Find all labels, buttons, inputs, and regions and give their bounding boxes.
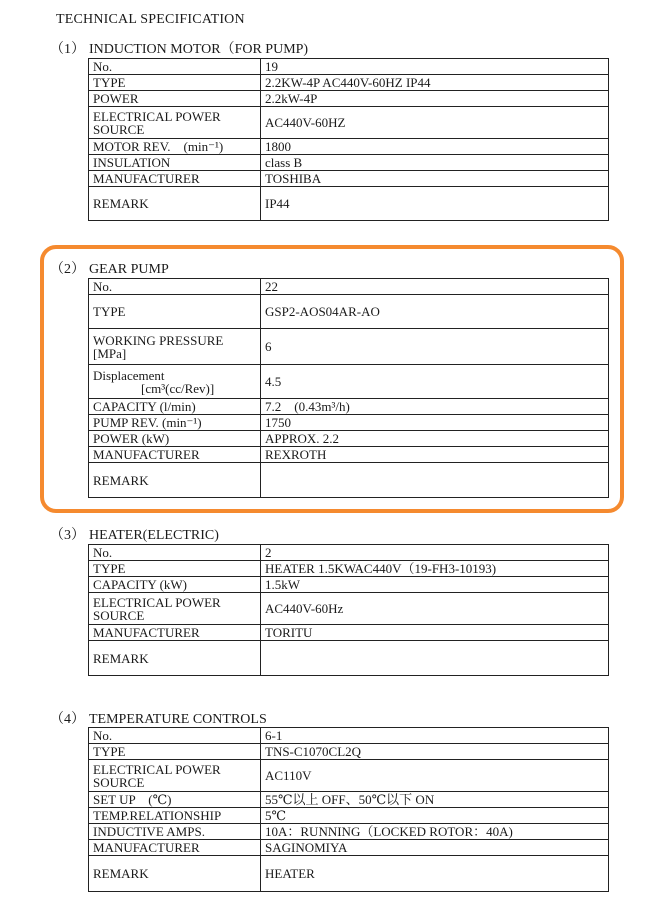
row-label: TYPE xyxy=(89,295,261,329)
row-label: MOTOR REV. (min⁻¹) xyxy=(89,139,261,155)
row-value: 1800 xyxy=(261,139,609,155)
table-row xyxy=(89,824,609,840)
row-value: class B xyxy=(261,155,609,171)
row-label: MANUFACTURER xyxy=(89,625,261,641)
row-label xyxy=(89,593,261,625)
row-value: TNS-C1070CL2Q xyxy=(261,744,609,760)
table-row xyxy=(89,75,609,91)
table-row xyxy=(89,365,609,399)
table-row xyxy=(89,728,609,744)
row-label xyxy=(89,760,261,792)
row-value: 7.2 (0.43m³/h) xyxy=(261,399,609,415)
table-row xyxy=(89,431,609,447)
row-label-line2: [cm³(cc/Rev)] xyxy=(141,380,215,396)
row-value: HEATER 1.5KWAC440V（19-FH3-10193) xyxy=(261,561,609,577)
section-4-heading xyxy=(50,708,267,728)
row-value: SAGINOMIYA xyxy=(261,840,609,856)
row-value: 6 xyxy=(261,329,609,365)
table-row xyxy=(89,187,609,221)
row-label: No. xyxy=(89,59,261,75)
row-label-line1: WORKING PRESSURE xyxy=(93,332,224,348)
row-label: REMARK xyxy=(89,856,261,892)
table-row xyxy=(89,399,609,415)
section-title: HEATER(ELECTRIC) xyxy=(89,528,219,543)
row-value: AC440V-60Hz xyxy=(261,593,609,625)
row-value: 2.2kW-4P xyxy=(261,91,609,107)
row-value: TORITU xyxy=(261,625,609,641)
spec-table-induction-motor xyxy=(88,58,609,221)
row-label: PUMP REV. (min⁻¹) xyxy=(89,415,261,431)
row-value: HEATER xyxy=(261,856,609,892)
table-row xyxy=(89,107,609,139)
table-row xyxy=(89,760,609,792)
row-label xyxy=(89,365,261,399)
table-row xyxy=(89,744,609,760)
table-row xyxy=(89,808,609,824)
table-row xyxy=(89,447,609,463)
row-label-line1: ELECTRICAL POWER xyxy=(93,108,221,124)
table-row xyxy=(89,415,609,431)
section-number: （1） xyxy=(50,42,85,57)
table-row xyxy=(89,59,609,75)
row-label: INDUCTIVE AMPS. xyxy=(89,824,261,840)
section-number: （4） xyxy=(50,712,85,727)
row-label-line2: SOURCE xyxy=(93,774,145,790)
table-row xyxy=(89,279,609,295)
row-label: No. xyxy=(89,545,261,561)
row-label: TYPE xyxy=(89,744,261,760)
row-label: TYPE xyxy=(89,561,261,577)
section-title: INDUCTION MOTOR（FOR PUMP) xyxy=(89,42,309,57)
row-value: APPROX. 2.2 xyxy=(261,431,609,447)
row-label: REMARK xyxy=(89,463,261,498)
table-row xyxy=(89,329,609,365)
row-value: 2 xyxy=(261,545,609,561)
row-value: 10A：RUNNING（LOCKED ROTOR：40A) xyxy=(261,824,609,840)
section-number: （3） xyxy=(50,528,85,543)
row-value: 5℃ xyxy=(261,808,609,824)
row-value: AC110V xyxy=(261,760,609,792)
row-value: IP44 xyxy=(261,187,609,221)
section-2-heading xyxy=(50,258,169,278)
row-label: SET UP (℃) xyxy=(89,792,261,808)
row-value xyxy=(261,641,609,676)
spec-table-temperature-controls xyxy=(88,727,609,892)
row-label: INSULATION xyxy=(89,155,261,171)
row-value: 19 xyxy=(261,59,609,75)
section-3-heading xyxy=(50,524,219,544)
row-label: REMARK xyxy=(89,641,261,676)
row-label xyxy=(89,329,261,365)
table-row xyxy=(89,561,609,577)
row-label: MANUFACTURER xyxy=(89,447,261,463)
row-label-line1: Displacement xyxy=(93,367,165,383)
row-label-line2: SOURCE xyxy=(93,121,145,137)
spec-table-gear-pump xyxy=(88,278,609,498)
table-row xyxy=(89,840,609,856)
row-label: POWER xyxy=(89,91,261,107)
table-row xyxy=(89,155,609,171)
table-row xyxy=(89,139,609,155)
section-1-heading xyxy=(50,38,308,58)
row-label: TEMP.RELATIONSHIP xyxy=(89,808,261,824)
table-row xyxy=(89,295,609,329)
table-row xyxy=(89,792,609,808)
row-value: 6-1 xyxy=(261,728,609,744)
row-label: CAPACITY (kW) xyxy=(89,577,261,593)
row-value xyxy=(261,463,609,498)
row-label: MANUFACTURER xyxy=(89,840,261,856)
section-title: TEMPERATURE CONTROLS xyxy=(89,712,267,727)
row-label: POWER (kW) xyxy=(89,431,261,447)
row-label: No. xyxy=(89,279,261,295)
row-label-line2: [MPa] xyxy=(93,345,127,361)
table-row xyxy=(89,577,609,593)
row-value: 1750 xyxy=(261,415,609,431)
table-row xyxy=(89,625,609,641)
section-title: GEAR PUMP xyxy=(89,262,169,277)
row-value: 1.5kW xyxy=(261,577,609,593)
row-value: REXROTH xyxy=(261,447,609,463)
spec-table-heater xyxy=(88,544,609,676)
table-row xyxy=(89,641,609,676)
row-label xyxy=(89,107,261,139)
row-label-line1: ELECTRICAL POWER xyxy=(93,761,221,777)
row-label: REMARK xyxy=(89,187,261,221)
row-value: 4.5 xyxy=(261,365,609,399)
table-row xyxy=(89,171,609,187)
row-value: 2.2KW-4P AC440V-60HZ IP44 xyxy=(261,75,609,91)
table-row xyxy=(89,856,609,892)
row-value: AC440V-60HZ xyxy=(261,107,609,139)
table-row xyxy=(89,91,609,107)
row-value: GSP2-AOS04AR-AO xyxy=(261,295,609,329)
table-row xyxy=(89,593,609,625)
row-label-line2: SOURCE xyxy=(93,607,145,623)
row-value: 55℃以上 OFF、50℃以下 ON xyxy=(261,792,609,808)
table-row xyxy=(89,545,609,561)
row-label-line1: ELECTRICAL POWER xyxy=(93,594,221,610)
document-title: TECHNICAL SPECIFICATION xyxy=(56,12,245,27)
section-number: （2） xyxy=(50,262,85,277)
row-label: No. xyxy=(89,728,261,744)
row-label: MANUFACTURER xyxy=(89,171,261,187)
row-label: CAPACITY (l/min) xyxy=(89,399,261,415)
table-row xyxy=(89,463,609,498)
row-value: TOSHIBA xyxy=(261,171,609,187)
row-value: 22 xyxy=(261,279,609,295)
row-label: TYPE xyxy=(89,75,261,91)
